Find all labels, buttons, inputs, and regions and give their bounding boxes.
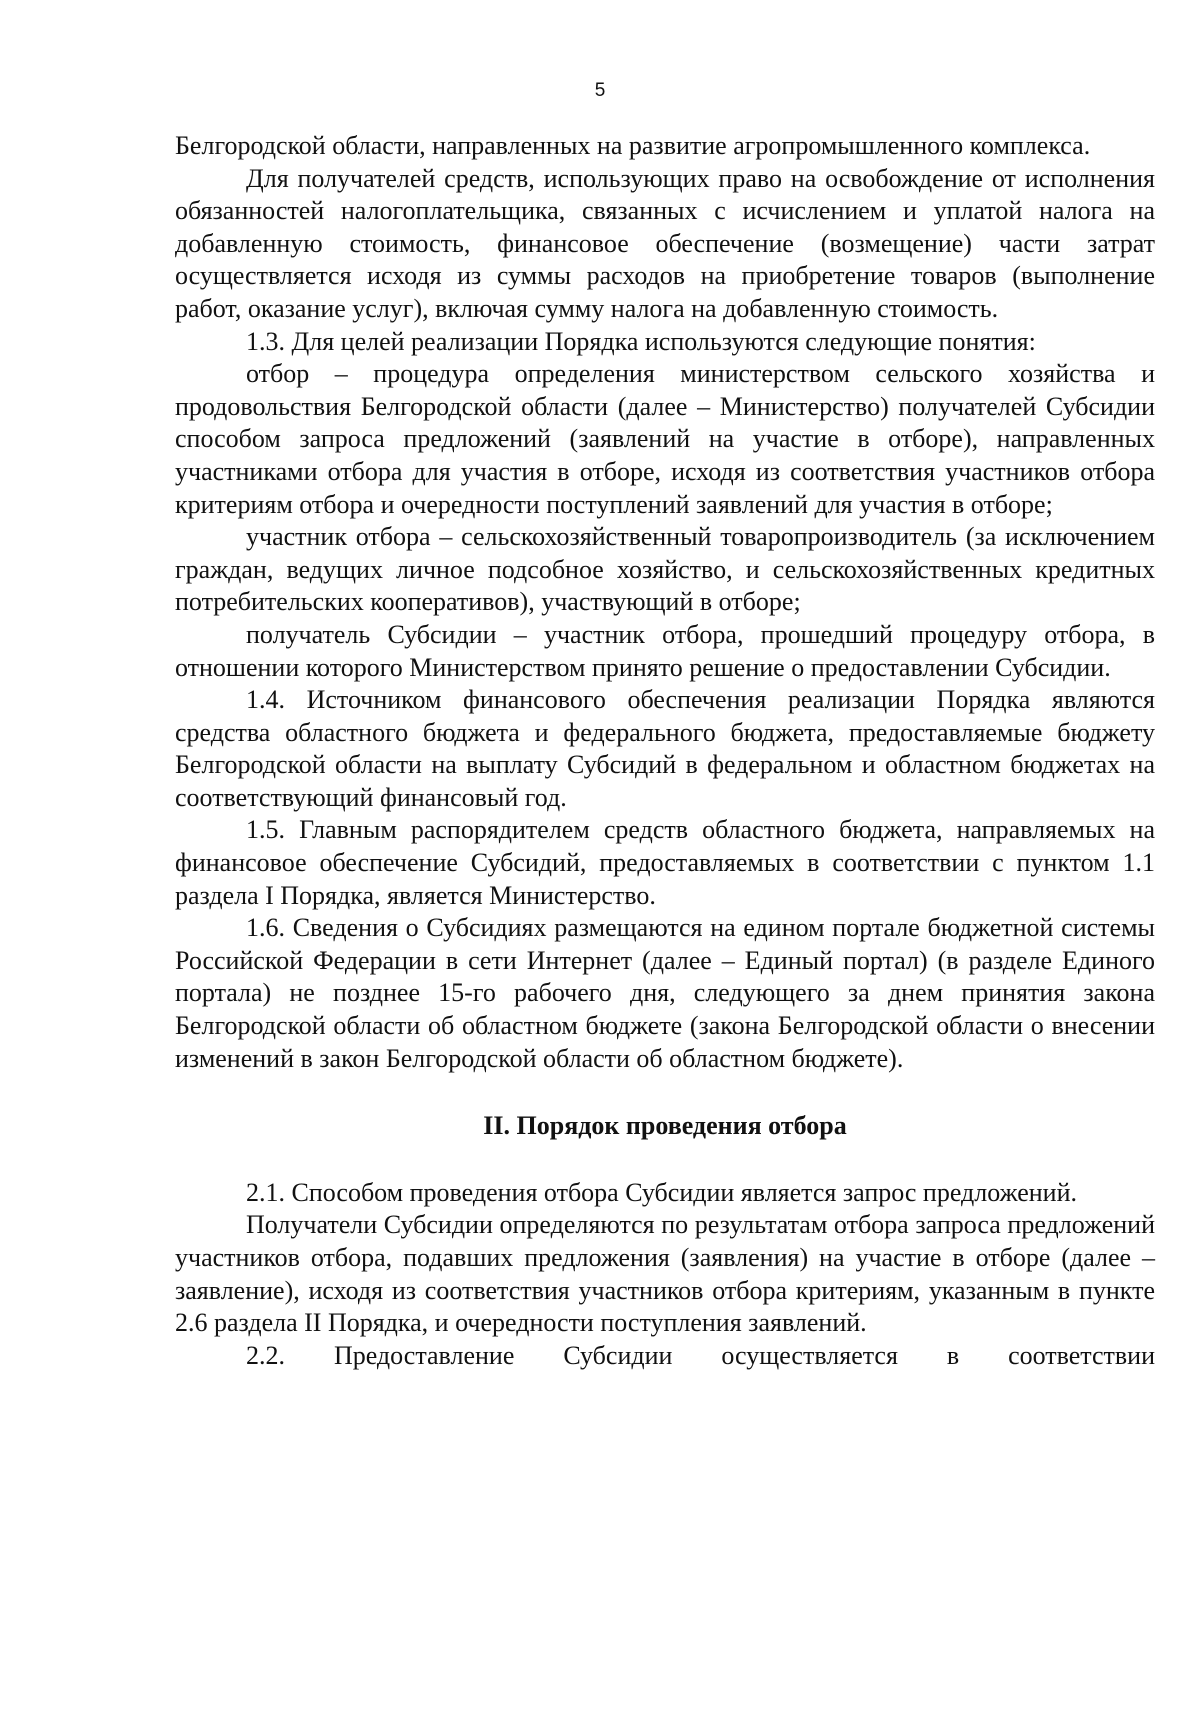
paragraph-1-3: 1.3. Для целей реализации Порядка используются следующие понятия: <box>246 326 1036 356</box>
paragraph-definition-participant: участник отбора – сельскохозяйственный товаропроизводитель (за исключением граждан, ведущих личное подсобное хозяйство, и сельскохозяйственных кредитных потребительских кооперативов), участвующий в отборе; <box>175 522 1155 617</box>
paragraph-continuation: Белгородской области, направленных на развитие агропромышленного комплекса. <box>175 131 1091 160</box>
paragraph-definition-recipient: получатель Субсидии – участник отбора, прошедший процедуру отбора, в отношении которого Министерством принято решение о предоставлении Субсидии. <box>175 619 1155 682</box>
paragraph-2-1: 2.1. Способом проведения отбора Субсидии является запрос предложений. <box>246 1177 1077 1207</box>
paragraph-1-5: 1.5. Главным распорядителем средств областного бюджета, направляемых на финансовое обеспечение Субсидий, предоставляемых в соответствии с пунктом 1.1 раздела I Порядка, является Министерство. <box>175 815 1155 910</box>
paragraph-recipients-determination: Получатели Субсидии определяются по результатам отбора запроса предложений участников отбора, подавших предложения (заявления) на участие в отборе (далее – заявление), исходя из соответствия участников отбора критериям, указанным в пункте 2.6 раздела II Порядка, и очередности поступления заявлений. <box>175 1210 1155 1338</box>
paragraph-2-2: 2.2. Предоставление Субсидии осуществляется в соответствии <box>246 1340 1155 1370</box>
paragraph-definition-selection: отбор – процедура определения министерством сельского хозяйства и продовольствия Белгородской области (далее – Министерство) получателей Субсидии способом запроса предложений (заявлений на участие в отборе), направленных участниками отбора для участия в отборе, исходя из соответствия участников отбора критериям отбора и очередности поступлений заявлений для участия в отборе; <box>175 359 1155 519</box>
paragraph-1-6: 1.6. Сведения о Субсидиях размещаются на едином портале бюджетной системы Российской Федерации в сети Интернет (далее – Единый портал) (в разделе Единого портала) не позднее 15-го рабочего дня, следующего за днем принятия закона Белгородской области об областном бюджете (закона Белгородской области о внесении изменений в закон Белгородской области об областном бюджете). <box>175 913 1155 1073</box>
paragraph-vat-note: Для получателей средств, использующих право на освобождение от исполнения обязанностей налогоплательщика, связанных с исчислением и уплатой налога на добавленную стоимость, финансовое обеспечение (возмещение) части затрат осуществляется исходя из суммы расходов на приобретение товаров (выполнение работ, оказание услуг), включая сумму налога на добавленную стоимость. <box>175 163 1155 323</box>
paragraph-1-4: 1.4. Источником финансового обеспечения реализации Порядка являются средства областного бюджета и федерального бюджета, предоставляемые бюджету Белгородской области на выплату Субсидий в федеральном и областном бюджетах на соответствующий финансовый год. <box>175 685 1155 812</box>
document-body <box>175 130 1155 1372</box>
section-heading: II. Порядок проведения отбора <box>483 1111 847 1141</box>
page-number: 5 <box>594 80 606 101</box>
